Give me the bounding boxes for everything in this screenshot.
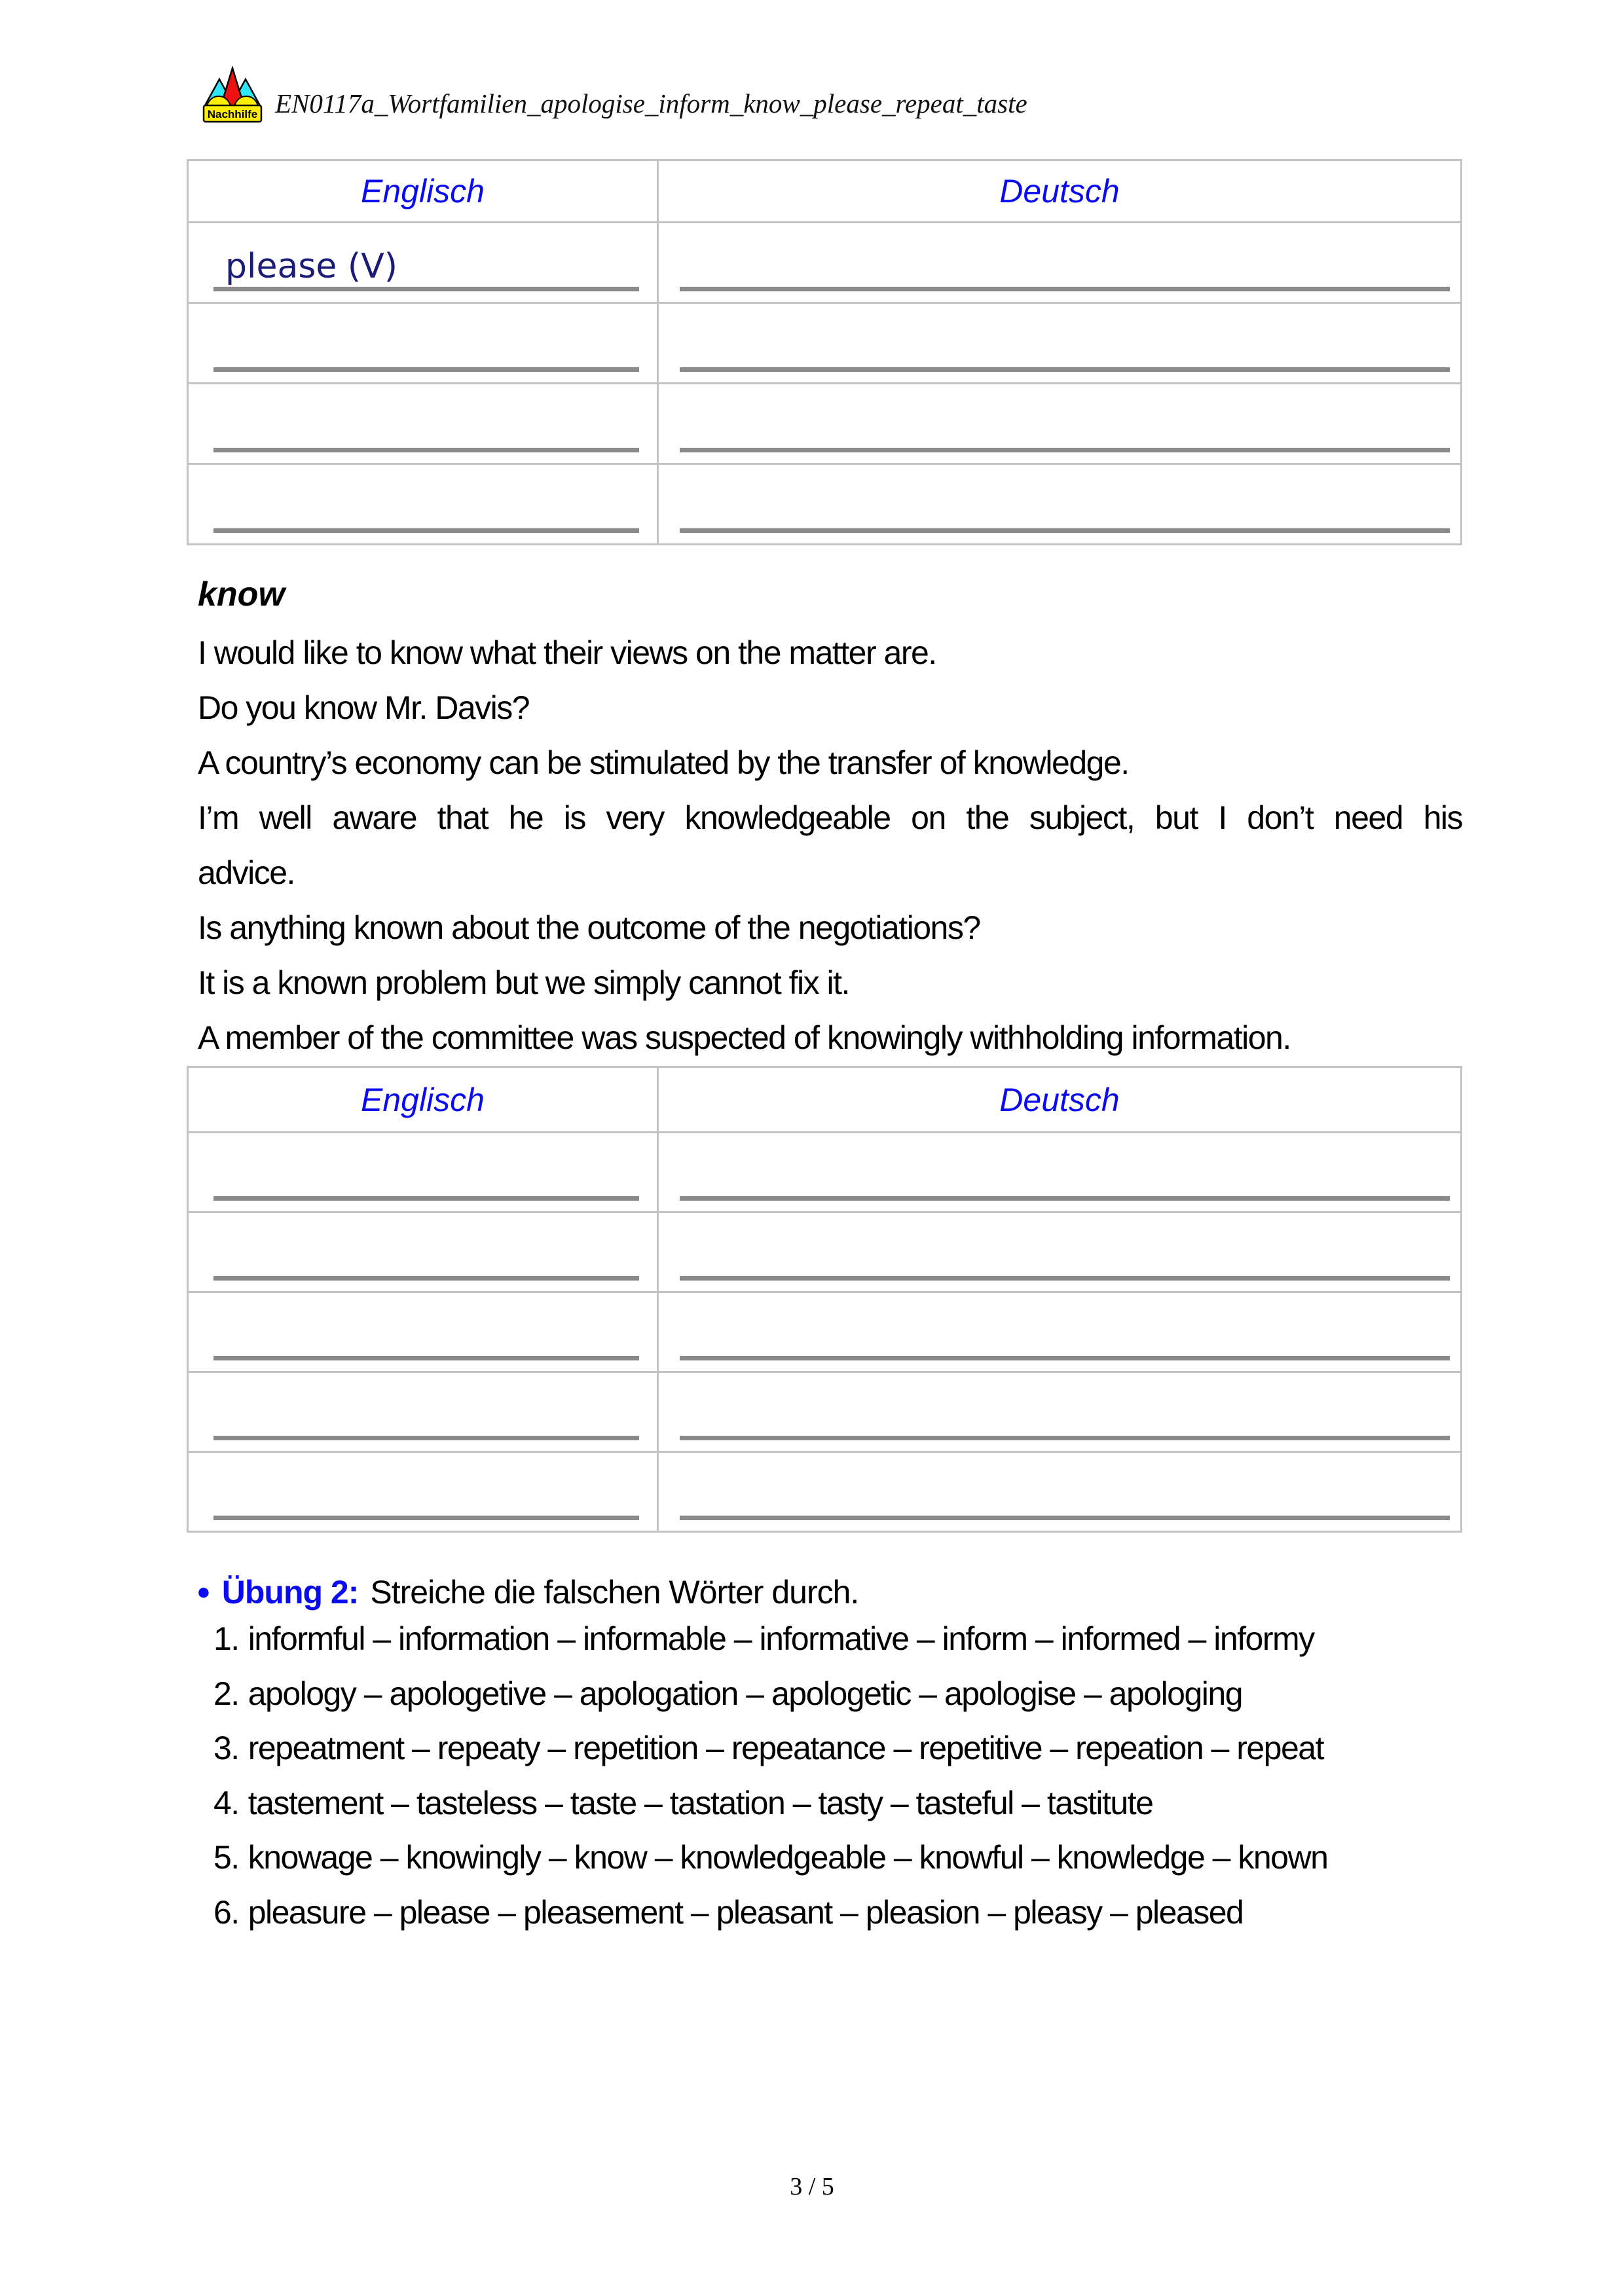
column-header-german: Deutsch	[999, 173, 1120, 210]
fill-in-line	[680, 448, 1450, 452]
table-cell-german	[659, 1133, 1460, 1211]
exercise-item	[213, 1886, 1327, 1941]
table-cell-english	[189, 1373, 659, 1451]
fill-in-line	[680, 367, 1450, 372]
table-row	[189, 1131, 1460, 1211]
exercise-item	[213, 1667, 1327, 1722]
table-row	[189, 221, 1460, 302]
table-cell-german	[659, 384, 1460, 463]
fill-in-line	[680, 287, 1450, 291]
table-cell-english	[189, 1453, 659, 1531]
vocab-table-know	[187, 1066, 1462, 1533]
example-sentence: Is anything known about the outcome of the negotiations?	[198, 909, 980, 946]
handwritten-entry: please (V)	[225, 247, 398, 286]
fill-in-line	[213, 1436, 639, 1440]
example-sentence-wrapped-line1: I’m well aware that he is very knowledgeable on the subject, but I don’t need his	[198, 799, 1462, 836]
item-words: knowage – knowingly – know – knowledgeable – knowful – knowledge – known	[248, 1839, 1328, 1876]
exercise-item	[213, 1831, 1327, 1886]
column-header-german: Deutsch	[999, 1081, 1120, 1118]
table-header-row	[189, 161, 1460, 221]
table-cell-german	[659, 465, 1460, 543]
fill-in-line	[213, 528, 639, 533]
item-number: 6.	[213, 1893, 239, 1931]
fill-in-line	[680, 1276, 1450, 1281]
item-number: 5.	[213, 1839, 239, 1876]
fill-in-line	[213, 1516, 639, 1520]
item-words: apology – apologetive – apologation – apologetic – apologise – apologing	[248, 1675, 1243, 1712]
example-sentence: A country’s economy can be stimulated by the transfer of knowledge.	[198, 744, 1129, 781]
table-header-row	[189, 1068, 1460, 1131]
fill-in-line	[213, 367, 639, 372]
table-row	[189, 382, 1460, 463]
exercise-item	[213, 1776, 1327, 1831]
logo-text: Nachhilfe	[207, 108, 258, 120]
table-row	[189, 1291, 1460, 1371]
fill-in-line	[213, 1356, 639, 1360]
table-cell-english	[189, 384, 659, 463]
table-cell-english	[189, 304, 659, 382]
table-cell-english	[189, 1133, 659, 1211]
table-row	[189, 463, 1460, 543]
table-cell-german	[659, 1213, 1460, 1291]
fill-in-line	[680, 528, 1450, 533]
item-number: 3.	[213, 1730, 239, 1767]
exercise-instruction: Streiche die falschen Wörter durch.	[370, 1574, 859, 1611]
table-row	[189, 1211, 1460, 1291]
table-cell-german	[659, 304, 1460, 382]
table-cell-german	[659, 223, 1460, 302]
example-sentence: I would like to know what their views on the matter are.	[198, 634, 936, 671]
section-heading-know: know	[198, 575, 285, 613]
example-sentence: A member of the committee was suspected of knowingly withholding information.	[198, 1019, 1291, 1056]
table-cell-german	[659, 1453, 1460, 1531]
item-number: 4.	[213, 1784, 239, 1821]
item-words: tastement – tasteless – taste – tastation – tasty – tasteful – tastitute	[248, 1784, 1153, 1821]
item-words: informful – information – informable – informative – inform – informed – informy	[248, 1620, 1314, 1657]
fill-in-line	[680, 1196, 1450, 1201]
item-number: 2.	[213, 1675, 239, 1712]
item-words: repeatment – repeaty – repetition – repeatance – repetitive – repeation – repeat	[248, 1730, 1323, 1767]
table-cell-german	[659, 1293, 1460, 1371]
fill-in-line	[680, 1356, 1450, 1360]
fill-in-line	[680, 1516, 1450, 1520]
table-row	[189, 1451, 1460, 1531]
example-sentences	[198, 625, 1462, 1065]
nachhilfe-logo	[202, 66, 263, 124]
fill-in-line	[213, 1196, 639, 1201]
exercise-heading	[196, 1571, 858, 1613]
fill-in-line	[680, 1436, 1450, 1440]
example-sentence: Do you know Mr. Davis?	[198, 689, 530, 726]
vocab-table-please	[187, 159, 1462, 545]
document-title: EN0117a_Wortfamilien_apologise_inform_know_please_repeat_taste	[275, 88, 1027, 118]
example-sentence: It is a known problem but we simply cannot fix it.	[198, 964, 849, 1001]
item-words: pleasure – please – pleasement – pleasant – pleasion – pleasy – pleased	[248, 1893, 1244, 1931]
exercise-label: Übung 2:	[221, 1574, 359, 1611]
table-cell-english	[189, 1213, 659, 1291]
table-cell-english	[189, 1293, 659, 1371]
fill-in-line	[213, 287, 639, 291]
bullet-icon: ●	[196, 1578, 210, 1605]
table-cell-english	[189, 223, 659, 302]
table-row	[189, 302, 1460, 382]
item-number: 1.	[213, 1620, 239, 1657]
column-header-english: Englisch	[189, 161, 659, 221]
exercise-item	[213, 1721, 1327, 1776]
page-number: 3 / 5	[790, 2173, 834, 2200]
example-sentence-wrapped-line2: advice.	[198, 854, 295, 891]
exercise-item-list	[213, 1612, 1327, 1941]
column-header-english: Englisch	[189, 1068, 659, 1131]
exercise-item	[213, 1612, 1327, 1667]
fill-in-line	[213, 448, 639, 452]
fill-in-line	[213, 1276, 639, 1281]
table-cell-english	[189, 465, 659, 543]
table-cell-german	[659, 1373, 1460, 1451]
table-row	[189, 1371, 1460, 1451]
